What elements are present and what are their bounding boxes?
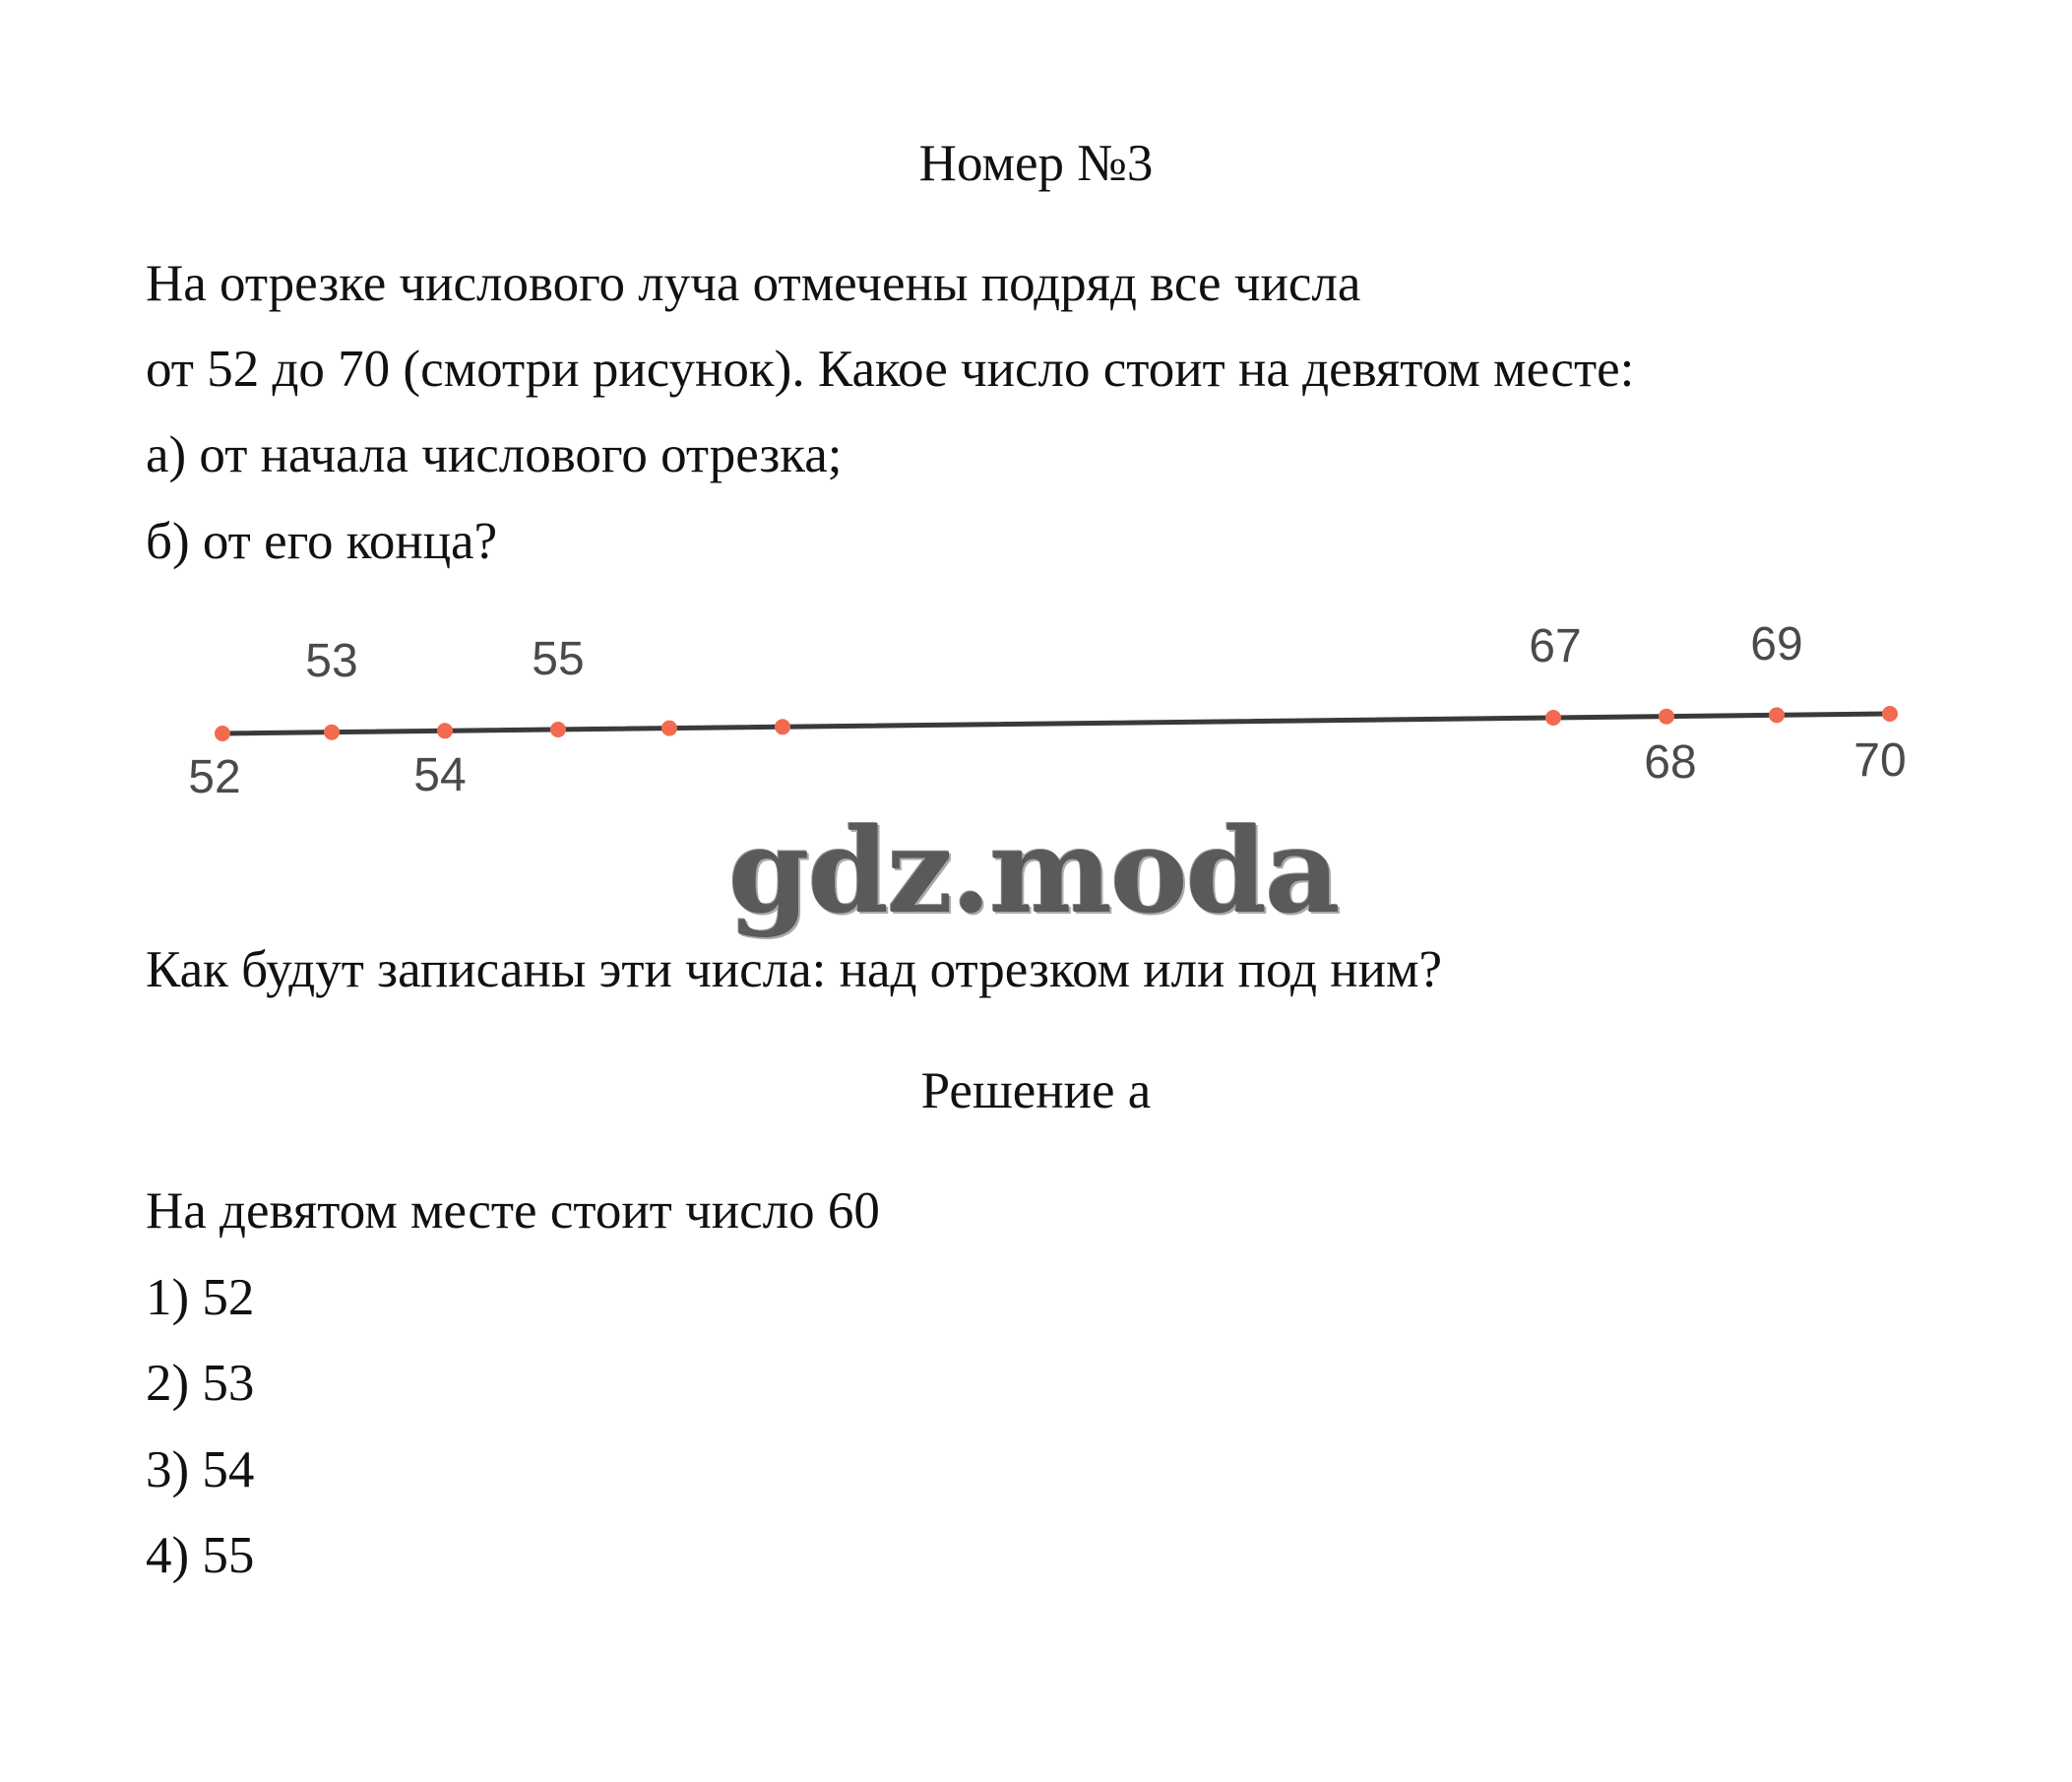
solution-step: 4) 55 [146, 1527, 255, 1584]
number-line-dot [775, 719, 790, 734]
question-item-b: б) от его конца? [146, 513, 498, 570]
watermark-logo: gdz.moda [728, 802, 1339, 939]
lower-label-68: 68 [1644, 736, 1697, 789]
number-line-dot [661, 721, 677, 736]
number-line-dot [1659, 709, 1674, 725]
number-line-dot [1769, 707, 1785, 723]
upper-label-55: 55 [532, 633, 585, 685]
lower-label-54: 54 [413, 749, 467, 801]
solution-heading: Решение а [920, 1062, 1152, 1119]
lower-label-70: 70 [1853, 734, 1907, 787]
page-title: Номер №3 [918, 135, 1154, 192]
upper-label-53: 53 [305, 635, 358, 687]
number-line-dot [1882, 706, 1898, 722]
question-line-2: от 52 до 70 (смотри рисунок). Какое число стоит на девятом месте: [146, 341, 1635, 398]
number-line-figure [148, 615, 1919, 822]
number-line-dot [550, 722, 566, 737]
solution-answer: На девятом месте стоит число 60 [146, 1182, 880, 1240]
question-followup: Как будут записаны эти числа: над отрезком или под ним? [146, 941, 1443, 998]
question-line-1: На отрезке числового луча отмечены подряд все числа [146, 255, 1361, 312]
solution-step: 3) 54 [146, 1441, 255, 1498]
number-line-dot [437, 723, 453, 738]
question-item-a: а) от начала числового отрезка; [146, 426, 843, 483]
upper-label-67: 67 [1529, 620, 1582, 672]
solution-step: 1) 52 [146, 1269, 255, 1326]
upper-label-69: 69 [1750, 618, 1803, 670]
number-segment [222, 714, 1890, 733]
number-line-dot [215, 726, 230, 741]
number-line-dot [324, 725, 340, 740]
lower-label-52: 52 [188, 751, 241, 803]
number-line-dot [1545, 710, 1561, 726]
solution-step: 2) 53 [146, 1355, 255, 1412]
